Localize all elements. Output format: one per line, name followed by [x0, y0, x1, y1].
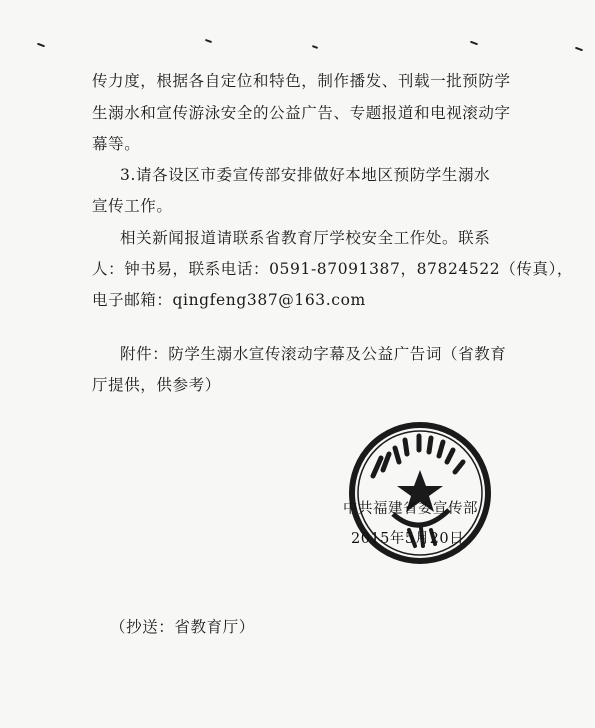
body-line: 电子邮箱：qingfeng387@163.com	[92, 291, 366, 309]
body-line: 相关新闻报道请联系省教育厅学校安全工作处。联系	[120, 229, 491, 247]
body-line: 幕等。	[92, 135, 141, 153]
body-line: 人：钟书易，联系电话：0591-87091387，87824522（传真），	[92, 260, 574, 278]
scan-speck	[37, 43, 45, 48]
body-line: 宣传工作。	[92, 197, 173, 215]
scan-speck	[575, 47, 583, 52]
cc-line: （抄送：省教育厅）	[110, 618, 255, 636]
body-line: 3.请各设区市委宣传部安排做好本地区预防学生溺水	[120, 166, 491, 184]
signature-date: 2015年5月20日	[351, 531, 465, 547]
scan-speck	[312, 45, 318, 49]
signature-org: 中共福建省委宣传部	[343, 501, 478, 517]
attachment-line: 附件：防学生溺水宣传滚动字幕及公益广告词（省教育	[120, 345, 507, 363]
body-line: 传力度，根据各自定位和特色，制作播发、刊载一批预防学	[92, 72, 511, 90]
scan-speck	[205, 39, 212, 43]
scan-speck	[470, 41, 478, 46]
attachment-line: 厅提供，供参考）	[92, 376, 221, 394]
body-line: 生溺水和宣传游泳安全的公益广告、专题报道和电视滚动字	[92, 104, 511, 122]
